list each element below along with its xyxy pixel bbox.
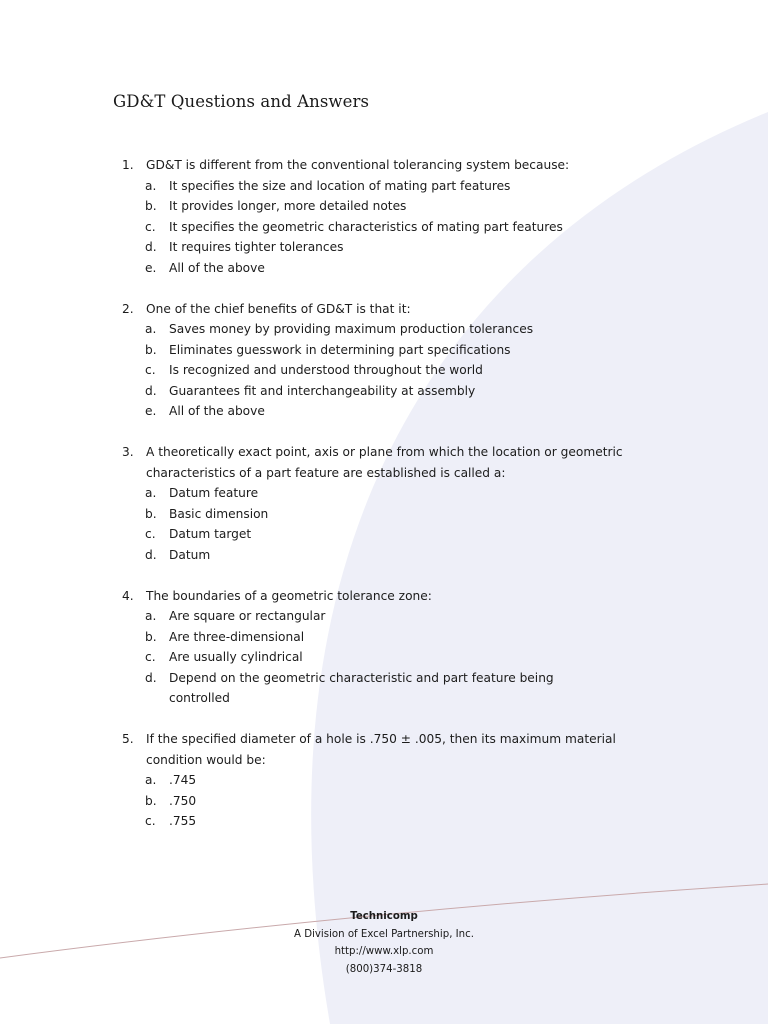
option-letter: b. [145, 199, 157, 213]
option-letter: d. [145, 670, 157, 685]
option-text: Datum target [169, 527, 252, 541]
option-letter: d. [145, 240, 157, 254]
option-text: All of the above [169, 404, 265, 418]
option-text: Are square or rectangular [169, 609, 326, 623]
option-text: Depend on the geometric characteristic and part feature being controlled [169, 670, 554, 705]
question-number: 2. [122, 301, 134, 316]
footer-division: A Division of Excel Partnership, Inc. [294, 928, 474, 940]
question-item [0, 586, 768, 709]
option-text: .755 [169, 814, 197, 828]
option-letter: d. [145, 383, 157, 398]
option-letter: c. [145, 527, 156, 541]
answer-option [0, 504, 768, 525]
footer-phone: (800)374-3818 [345, 963, 423, 975]
answer-option [0, 176, 768, 197]
question-number: 4. [122, 588, 134, 603]
option-text: Guarantees fit and interchangeability at assembly [169, 383, 476, 398]
option-text: .745 [169, 773, 197, 787]
answer-option [0, 381, 768, 402]
option-letter: c. [145, 363, 156, 377]
page-footer [0, 908, 768, 978]
answer-option [0, 811, 768, 832]
question-item [0, 155, 768, 278]
option-text: All of the above [169, 260, 265, 275]
answer-option [0, 401, 768, 422]
option-letter: b. [145, 629, 157, 644]
option-letter: a. [145, 178, 157, 193]
answer-option [0, 647, 768, 668]
option-letter: a. [145, 773, 157, 787]
footer-company-name: Technicomp [350, 911, 418, 922]
option-text: Are usually cylindrical [169, 650, 303, 664]
answer-option [0, 237, 768, 258]
option-letter: b. [145, 506, 157, 521]
option-text: It requires tighter tolerances [169, 240, 344, 254]
answer-option [0, 770, 768, 791]
answer-option [0, 360, 768, 381]
option-text: It specifies the size and location of mating part features [169, 178, 511, 193]
answer-option [0, 196, 768, 217]
option-text: Basic dimension [169, 506, 269, 521]
page-title: GD&T Questions and Answers [113, 92, 370, 111]
option-text: It specifies the geometric characteristics of mating part features [169, 219, 563, 234]
option-letter: e. [145, 404, 157, 418]
answer-option [0, 545, 768, 566]
answer-option [0, 319, 768, 340]
option-letter: c. [145, 219, 156, 234]
question-number: 3. [122, 445, 134, 459]
question-number: 1. [122, 158, 134, 172]
answer-option [0, 217, 768, 238]
question-item [0, 729, 768, 832]
option-letter: e. [145, 260, 157, 275]
answer-option [0, 627, 768, 648]
footer-website-link[interactable]: http://www.xlp.com [334, 946, 434, 957]
option-letter: c. [145, 814, 156, 828]
option-text: Eliminates guesswork in determining part specifications [169, 342, 511, 357]
option-letter: b. [145, 793, 157, 808]
option-letter: a. [145, 609, 157, 623]
question-text: A theoretically exact point, axis or plane from which the location or geometric characteristics of a part feature are established is called a: [146, 445, 623, 480]
option-letter: a. [145, 486, 157, 500]
question-number: 5. [122, 732, 134, 746]
question-item [0, 299, 768, 422]
answer-option [0, 258, 768, 279]
answer-option [0, 606, 768, 627]
answer-option [0, 340, 768, 361]
option-text: It provides longer, more detailed notes [169, 199, 407, 213]
option-text: Datum [169, 547, 211, 562]
answer-option [0, 668, 768, 709]
option-text: Are three-dimensional [169, 629, 305, 644]
question-text: If the specified diameter of a hole is .750 ± .005, then its maximum material condition would be: [146, 732, 616, 767]
question-text: GD&T is different from the conventional tolerancing system because: [146, 158, 570, 172]
option-letter: b. [145, 342, 157, 357]
option-letter: a. [145, 322, 157, 336]
question-item [0, 442, 768, 565]
answer-option [0, 483, 768, 504]
answer-option [0, 524, 768, 545]
option-text: Is recognized and understood throughout the world [169, 363, 483, 377]
answer-option [0, 791, 768, 812]
option-letter: d. [145, 547, 157, 562]
question-text: One of the chief benefits of GD&T is that it: [146, 301, 411, 316]
option-text: Datum feature [169, 486, 259, 500]
option-text: Saves money by providing maximum production tolerances [169, 322, 534, 336]
option-text: .750 [169, 793, 197, 808]
option-letter: c. [145, 650, 156, 664]
question-list [0, 155, 768, 852]
question-text: The boundaries of a geometric tolerance zone: [146, 588, 432, 603]
